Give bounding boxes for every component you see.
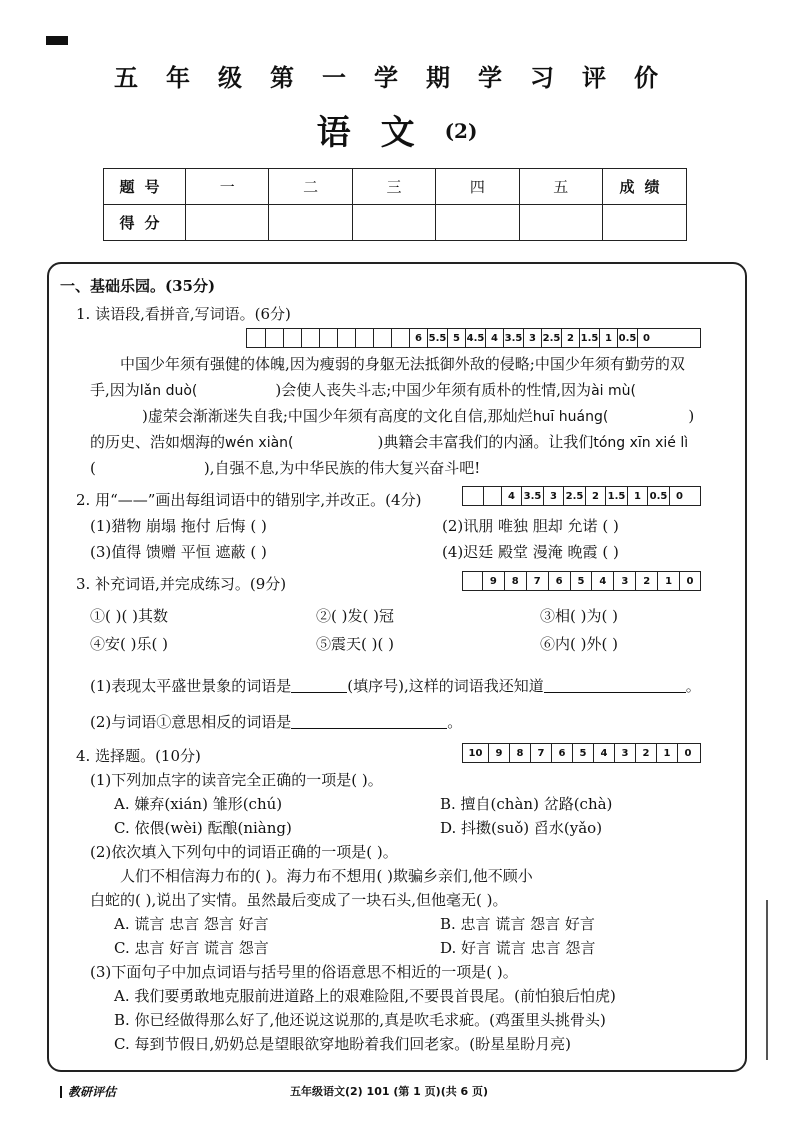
- q4-score-option[interactable]: 7: [530, 744, 551, 762]
- q3-score-option[interactable]: 5: [570, 572, 592, 590]
- q3-score-option[interactable]: 2: [635, 572, 657, 590]
- q1-score-option[interactable]: 0: [637, 329, 655, 347]
- score-row-label: 得分: [104, 205, 186, 241]
- q1-text: ),自强不息,为中华民族的伟大复兴奋斗吧!: [203, 459, 481, 477]
- q4-option-d[interactable]: D. 好言 谎言 忠言 怨言: [440, 939, 596, 957]
- q4-score-option[interactable]: 0: [677, 744, 698, 762]
- q1-score-option[interactable]: 4.5: [465, 329, 485, 347]
- q3-score-option[interactable]: 7: [526, 572, 548, 590]
- score-cell[interactable]: [186, 205, 269, 241]
- q3-sub-question-1: [90, 676, 701, 696]
- q3-score-option[interactable]: 0: [679, 572, 700, 590]
- q4-sub-question: (3)下面句子中加点词语与括号里的俗语意思不相近的一项是( )。: [90, 963, 518, 981]
- q1-pinyin-prompt: huī huáng(: [532, 409, 609, 425]
- q1-paragraph-line: [90, 458, 480, 478]
- score-cell[interactable]: [352, 205, 435, 241]
- q2-word-group: (3)值得 馈赠 平恒 遮蔽 ( ): [90, 543, 267, 561]
- q2-score-option[interactable]: 3: [543, 487, 563, 505]
- q1-score-option[interactable]: 6: [409, 329, 427, 347]
- q3-answer-blank[interactable]: [291, 715, 447, 729]
- q2-score-option[interactable]: 4: [501, 487, 521, 505]
- q4-option-a[interactable]: A. 嫌弃(xián) 雏形(chú): [114, 795, 283, 813]
- q3-idiom-item: ④安( )乐( ): [90, 635, 168, 653]
- q4-option-a[interactable]: A. 我们要勇敢地克服前进道路上的艰难险阻,不要畏首畏尾。(前怕狼后怕虎): [114, 987, 616, 1005]
- q3-score-option[interactable]: 1: [657, 572, 679, 590]
- q1-score-option[interactable]: 0.5: [617, 329, 637, 347]
- q1-score-bar: [246, 328, 701, 348]
- q1-score-option[interactable]: 2: [561, 329, 579, 347]
- subject-number: (2): [444, 119, 478, 143]
- q1-score-option[interactable]: 5: [447, 329, 465, 347]
- q2-title: 2. 用“——”画出每组词语中的错别字,并改正。(4分): [76, 491, 422, 509]
- q3-score-bar: [462, 571, 701, 591]
- q1-score-option[interactable]: 2.5: [541, 329, 561, 347]
- q1-score-option[interactable]: 1.5: [579, 329, 599, 347]
- score-cell[interactable]: [436, 205, 519, 241]
- q1-paragraph-line: [142, 406, 694, 427]
- score-header-cell: 题号: [104, 169, 186, 205]
- q4-score-option[interactable]: 4: [593, 744, 614, 762]
- q1-text: ): [688, 407, 695, 425]
- q3-answer-blank[interactable]: [291, 679, 347, 693]
- margin-rule: [766, 900, 768, 1060]
- q1-paragraph-line: 中国少年须有强健的体魄,因为瘦弱的身躯无法抵御外敌的侵略;中国少年须有勤劳的双: [120, 355, 685, 373]
- q4-score-option[interactable]: 6: [551, 744, 572, 762]
- q1-text: (: [90, 459, 96, 477]
- q4-score-option[interactable]: 10: [468, 747, 483, 759]
- q1-score-option[interactable]: 3: [523, 329, 541, 347]
- q1-text: )虚荣会渐渐迷失自我;中国少年须有高度的文化自信,那灿烂: [142, 407, 533, 425]
- q3-sub-question-2: [90, 712, 462, 732]
- q4-option-c[interactable]: C. 依偎(wèi) 酝酿(niàng): [114, 819, 292, 837]
- q3-score-option[interactable]: 8: [504, 572, 526, 590]
- score-header-cell: 一: [186, 169, 269, 205]
- q3-score-option[interactable]: 4: [591, 572, 613, 590]
- q2-score-option[interactable]: 1.5: [605, 487, 627, 505]
- score-header-cell: 成绩: [603, 169, 687, 205]
- q4-option-c[interactable]: C. 忠言 好言 谎言 怨言: [114, 939, 269, 957]
- q4-option-c[interactable]: C. 每到节假日,奶奶总是望眼欲穿地盼着我们回老家。(盼星星盼月亮): [114, 1035, 571, 1053]
- q1-title: 1. 读语段,看拼音,写词语。(6分): [76, 305, 291, 323]
- footer-page-info: 五年级语文(2) 101 (第 1 页)(共 6 页): [290, 1085, 489, 1098]
- q1-text: )会使人丧失斗志;中国少年须有质朴的性情,因为: [275, 381, 592, 399]
- score-cell[interactable]: [603, 205, 687, 241]
- q1-text: )典籍会丰富我们的内涵。让我们: [377, 433, 594, 451]
- q1-text: 的历史、浩如烟海的: [90, 433, 226, 451]
- score-header-cell: 五: [519, 169, 602, 205]
- q4-passage-line: 人们不相信海力布的( )。海力布不想用( )欺骗乡亲们,他不顾小: [120, 867, 533, 885]
- score-table-score-row: [104, 205, 687, 241]
- q3-score-option[interactable]: 3: [613, 572, 635, 590]
- score-cell[interactable]: [269, 205, 352, 241]
- q3-idiom-item: ⑥内( )外( ): [540, 635, 618, 653]
- q2-word-group: (2)讯朋 唯独 胆却 允诺 ( ): [442, 517, 619, 535]
- q1-paragraph-line: [90, 380, 636, 401]
- q4-score-bar: [462, 743, 701, 763]
- q4-score-option[interactable]: 2: [635, 744, 656, 762]
- q4-option-b[interactable]: B. 你已经做得那么好了,他还说这说那的,真是吹毛求疵。(鸡蛋里头挑骨头): [114, 1011, 606, 1029]
- q4-sub-question: (2)依次填入下列句中的词语正确的一项是( )。: [90, 843, 398, 861]
- score-table: [103, 168, 687, 241]
- q4-option-b[interactable]: B. 忠言 谎言 怨言 好言: [440, 915, 595, 933]
- q3-idiom-item: ③相( )为( ): [540, 607, 618, 625]
- q1-paragraph-line: [90, 432, 688, 453]
- q2-score-bar: [462, 486, 701, 506]
- q2-score-option[interactable]: 3.5: [521, 487, 543, 505]
- q1-pinyin-prompt: wén xiàn(: [225, 435, 294, 451]
- q2-score-option[interactable]: 1: [627, 487, 647, 505]
- corner-registration-mark: [46, 36, 68, 45]
- q2-score-option[interactable]: 2: [585, 487, 605, 505]
- q1-score-option[interactable]: 3.5: [503, 329, 523, 347]
- q4-option-b[interactable]: B. 擅自(chàn) 岔路(chà): [440, 795, 613, 813]
- q3-score-option[interactable]: 9: [482, 572, 504, 590]
- q1-score-option[interactable]: 1: [599, 329, 617, 347]
- q4-sub-question: (1)下列加点字的读音完全正确的一项是( )。: [90, 771, 383, 789]
- q2-score-option[interactable]: 2.5: [563, 487, 585, 505]
- q1-score-option[interactable]: 5.5: [427, 329, 447, 347]
- q4-score-option[interactable]: 1: [656, 744, 677, 762]
- q4-score-option[interactable]: 5: [572, 744, 593, 762]
- q3-title: 3. 补充词语,并完成练习。(9分): [76, 575, 287, 593]
- q4-score-option[interactable]: 3: [614, 744, 635, 762]
- q3-text: (1)表现太平盛世景象的词语是: [90, 677, 292, 695]
- section-title: 一、基础乐园。(35分): [60, 277, 216, 295]
- q3-score-option[interactable]: 6: [548, 572, 570, 590]
- score-table-header-row: [104, 169, 687, 205]
- q4-title: 4. 选择题。(10分): [76, 747, 201, 765]
- q4-option-a[interactable]: A. 谎言 忠言 怨言 好言: [114, 915, 269, 933]
- q3-text: 。: [685, 677, 701, 695]
- exam-title: 五年级第一学期学习评价: [114, 64, 686, 92]
- q3-text: 。: [447, 713, 463, 731]
- q4-score-option[interactable]: 8: [509, 744, 530, 762]
- q1-score-option[interactable]: 4: [485, 329, 503, 347]
- q2-word-group: (1)猎物 崩塌 拖付 后悔 ( ): [90, 517, 267, 535]
- q1-pinyin-prompt: ài mù(: [591, 383, 636, 399]
- q3-text: (填序号),这样的词语我还知道: [347, 677, 544, 695]
- score-cell[interactable]: [519, 205, 602, 241]
- q2-score-option[interactable]: 0.5: [647, 487, 669, 505]
- q2-word-group: (4)迟廷 殿堂 漫淹 晚霞 ( ): [442, 543, 619, 561]
- q3-idiom-item: ⑤震天( )( ): [316, 635, 394, 653]
- q4-option-d[interactable]: D. 抖擞(suǒ) 舀水(yǎo): [440, 819, 603, 837]
- q3-idiom-item: ②( )发( )冠: [316, 607, 394, 625]
- score-header-cell: 四: [436, 169, 519, 205]
- q3-text: (2)与词语①意思相反的词语是: [90, 713, 292, 731]
- subject-title: [0, 105, 794, 154]
- q4-passage-line: 白蛇的( ),说出了实情。虽然最后变成了一块石头,但他毫无( )。: [90, 891, 508, 909]
- q1-pinyin-prompt: tóng xīn xié lì: [593, 435, 689, 451]
- q1-pinyin-prompt: lǎn duò(: [139, 383, 198, 399]
- score-header-cell: 三: [352, 169, 435, 205]
- score-header-cell: 二: [269, 169, 352, 205]
- q3-answer-blank[interactable]: [544, 679, 686, 693]
- q1-text: 手,因为: [90, 381, 140, 399]
- q3-idiom-item: ①( )( )其数: [90, 607, 168, 625]
- footer-publisher: 教研评估: [60, 1083, 116, 1100]
- q4-score-option[interactable]: 9: [488, 744, 509, 762]
- q2-score-option[interactable]: 0: [669, 487, 689, 505]
- subject-name: 语文: [316, 113, 445, 153]
